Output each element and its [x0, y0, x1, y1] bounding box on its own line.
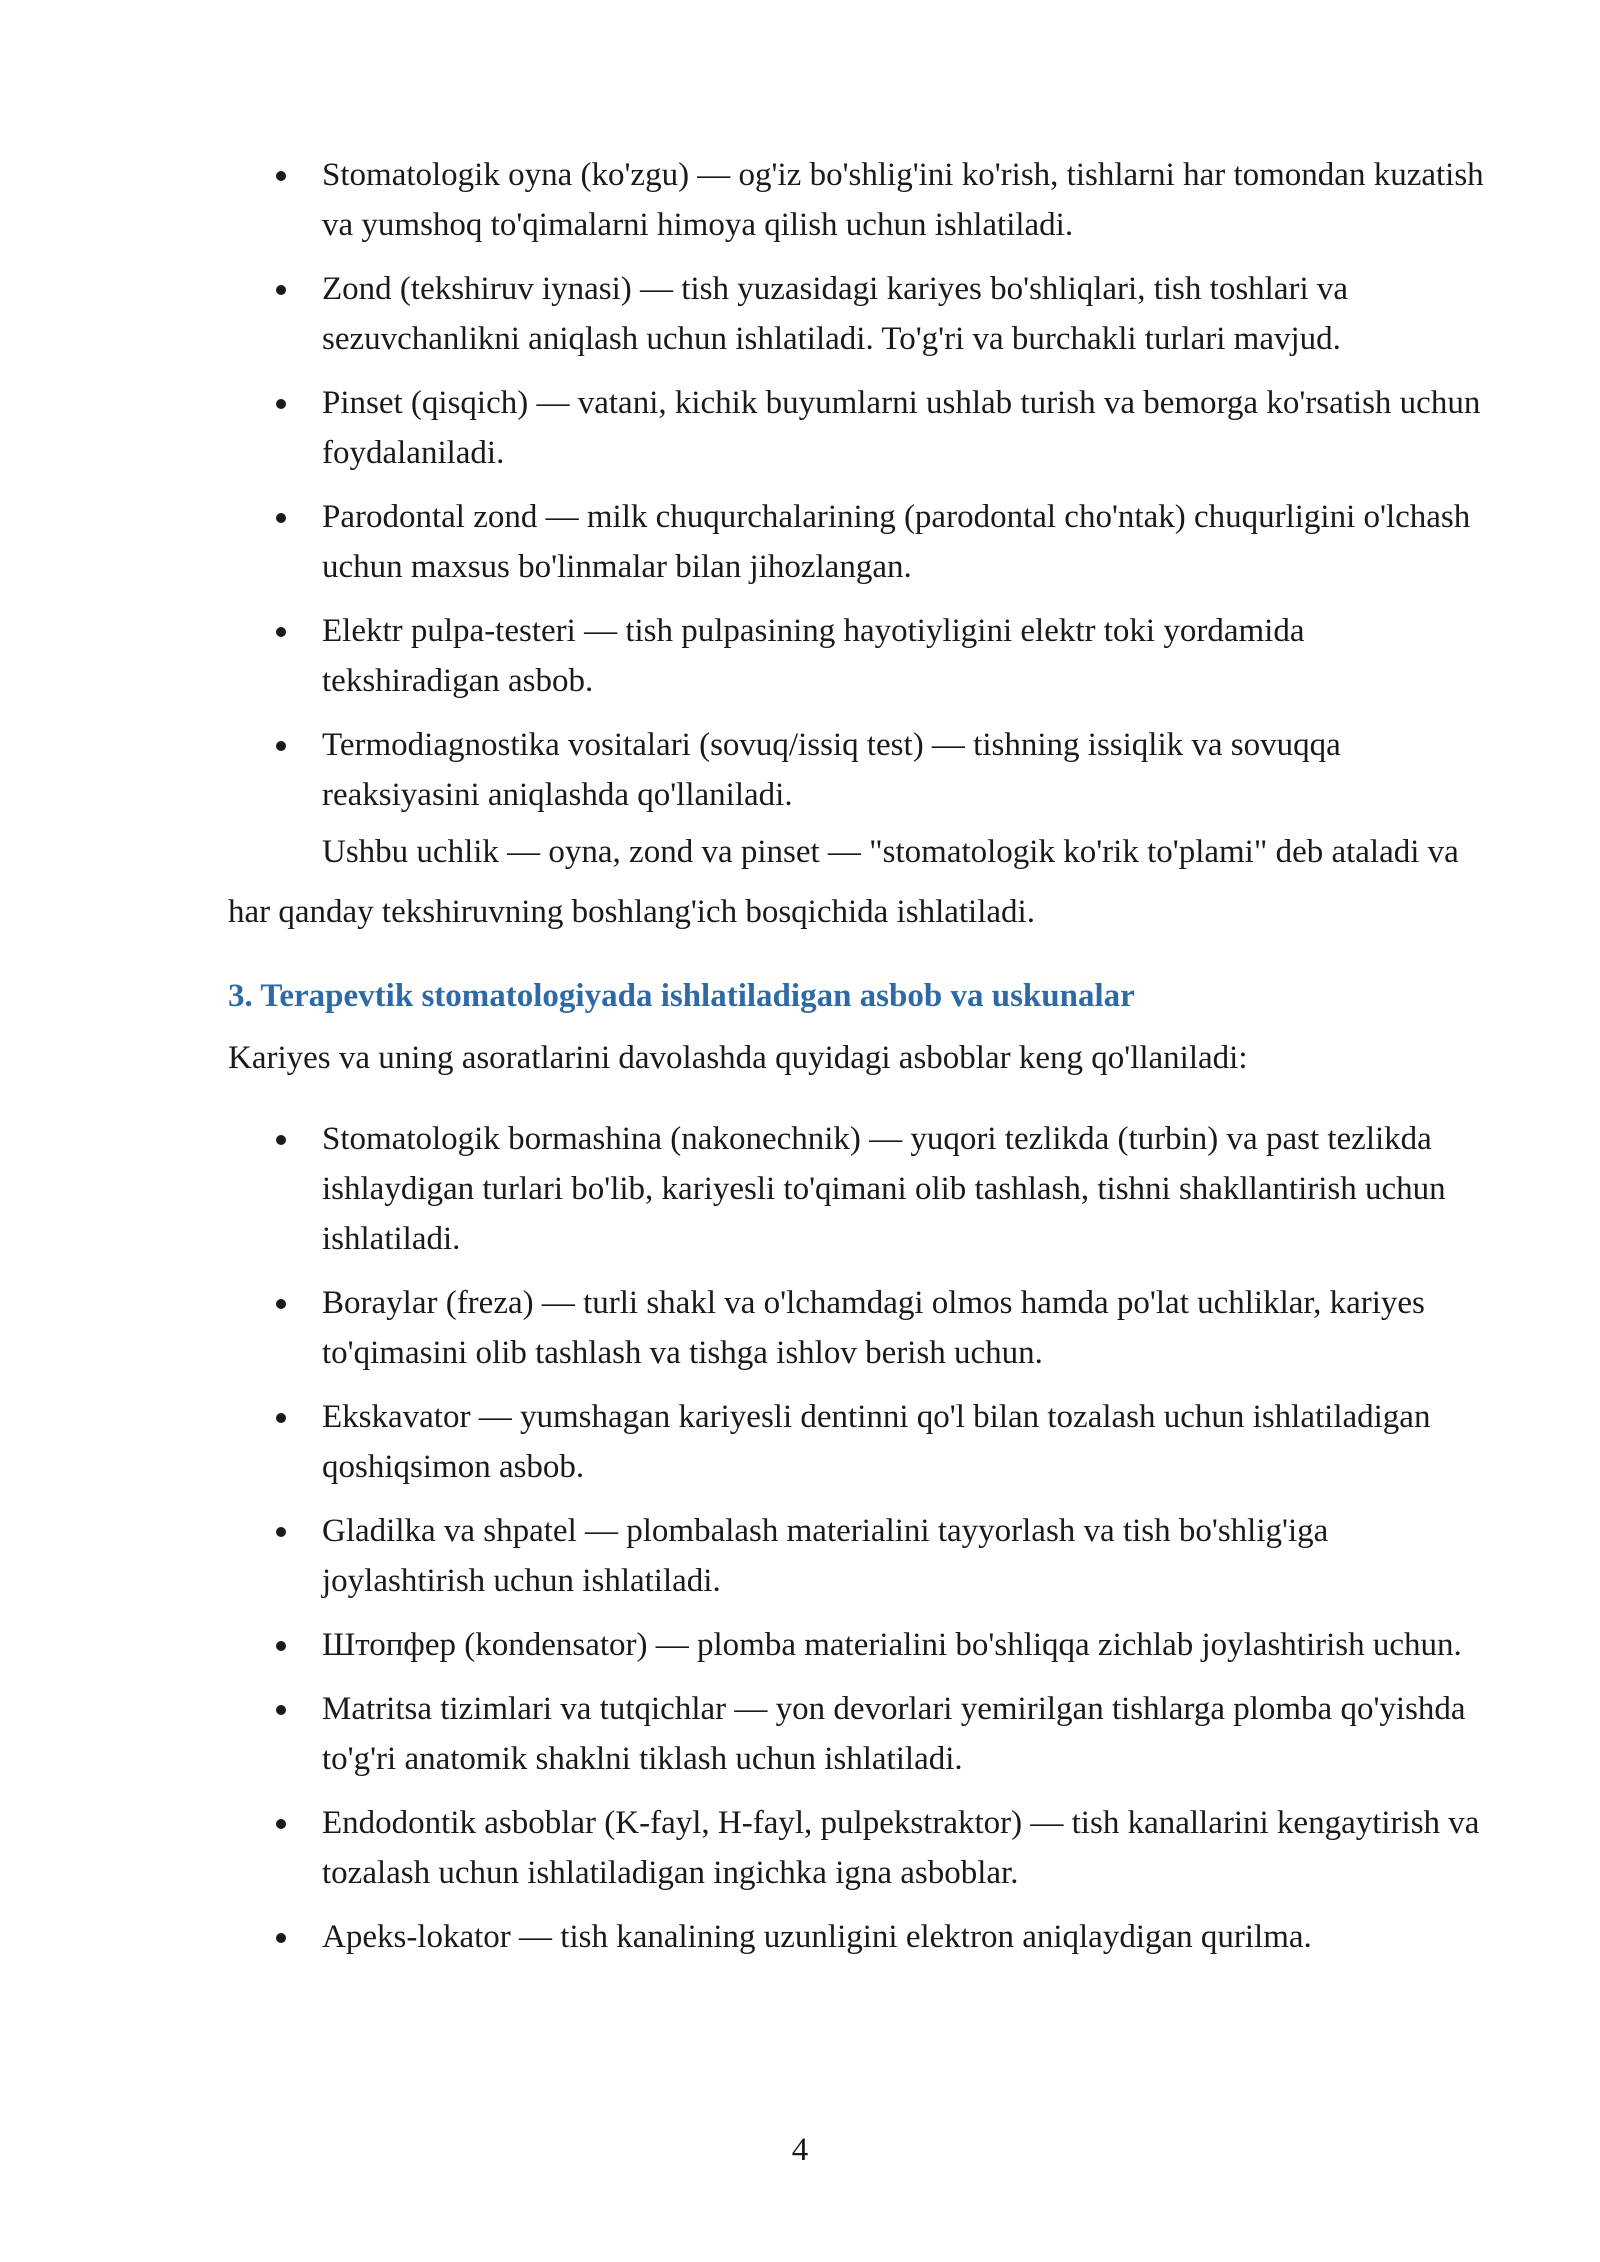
- list-item: [228, 1912, 1488, 1962]
- bullet-icon: [276, 1933, 286, 1943]
- list-item-text: Elektr pulpa-testeri — tish pulpasining hayotiyligini elektr toki yordamida tekshiradigan asbob.: [322, 613, 1305, 699]
- list-item-text: Apeks-lokator — tish kanalining uzunligini elektron aniqlaydigan qurilma.: [322, 1919, 1312, 1955]
- bullet-icon: [276, 1705, 286, 1715]
- bullet-icon: [276, 513, 286, 523]
- list-item: [228, 264, 1488, 364]
- summary-paragraph: Ushbu uchlik — oyna, zond va pinset — "stomatologik ko'rik to'plami" deb ataladi va har qanday tekshiruvning boshlang'ich bosqichida ishlatiladi.: [228, 834, 1459, 930]
- list-item: [228, 1620, 1488, 1670]
- bullet-icon: [276, 1527, 286, 1537]
- bullet-icon: [276, 399, 286, 409]
- document-page: [228, 150, 1488, 1976]
- list-item-text: Termodiagnostika vositalari (sovuq/issiq test) — tishning issiqlik va sovuqqa reaksiyasini aniqlashda qo'llaniladi.: [322, 727, 1341, 813]
- page-number: 4: [791, 2132, 809, 2168]
- list-item: [228, 720, 1488, 820]
- list-item-text: Zond (tekshiruv iynasi) — tish yuzasidagi kariyes bo'shliqlari, tish toshlari va sezuvchanlikni aniqlash uchun ishlatiladi. To'g'ri va burchakli turlari mavjud.: [322, 271, 1349, 357]
- list-item: [228, 1392, 1488, 1492]
- list-item-text: Ekskavator — yumshagan kariyesli dentinni qo'l bilan tozalash uchun ishlatiladigan qoshiqsimon asbob.: [322, 1399, 1431, 1485]
- list-item: [228, 606, 1488, 706]
- list-item: [228, 1798, 1488, 1898]
- instrument-list-diagnostic: [228, 150, 1488, 820]
- instrument-list-therapeutic: [228, 1114, 1488, 1962]
- list-item: [228, 150, 1488, 250]
- bullet-icon: [276, 741, 286, 751]
- list-item: [228, 1506, 1488, 1606]
- list-item: [228, 492, 1488, 592]
- list-item-text: Stomatologik oyna (ko'zgu) — og'iz bo'shlig'ini ko'rish, tishlarni har tomondan kuzatish va yumshoq to'qimalarni himoya qilish uchun ishlatiladi.: [322, 157, 1484, 243]
- list-item-text: Matritsa tizimlari va tutqichlar — yon devorlari yemirilgan tishlarga plomba qo'yishda to'g'ri anatomik shaklni tiklash uchun ishlatiladi.: [322, 1691, 1466, 1777]
- bullet-icon: [276, 1413, 286, 1423]
- list-item-text: Gladilka va shpatel — plombalash materialini tayyorlash va tish bo'shlig'iga joylashtirish uchun ishlatiladi.: [322, 1513, 1329, 1599]
- bullet-icon: [276, 171, 286, 181]
- list-item-text: Parodontal zond — milk chuqurchalarining (parodontal cho'ntak) chuqurligini o'lchash uchun maxsus bo'linmalar bilan jihozlangan.: [322, 499, 1471, 585]
- bullet-icon: [276, 1641, 286, 1651]
- list-item-text: Штопфер (kondensator) — plomba materialini bo'shliqqa zichlab joylashtirish uchun.: [322, 1627, 1462, 1663]
- list-item: [228, 1114, 1488, 1264]
- bullet-icon: [276, 1135, 286, 1145]
- list-item: [228, 1278, 1488, 1378]
- bullet-icon: [276, 627, 286, 637]
- list-item-text: Endodontik asboblar (K-fayl, H-fayl, pulpekstraktor) — tish kanallarini kengaytirish va tozalash uchun ishlatiladigan ingichka igna asboblar.: [322, 1805, 1480, 1891]
- bullet-icon: [276, 1819, 286, 1829]
- list-item-text: Boraylar (freza) — turli shakl va o'lchamdagi olmos hamda po'lat uchliklar, kariyes to'qimasini olib tashlash va tishga ishlov berish uchun.: [322, 1285, 1425, 1371]
- section-intro: Kariyes va uning asoratlarini davolashda quyidagi asboblar keng qo'llaniladi:: [228, 1040, 1248, 1076]
- section-heading: 3. Terapevtik stomatologiyada ishlatiladigan asbob va uskunalar: [228, 978, 1135, 1014]
- bullet-icon: [276, 285, 286, 295]
- list-item: [228, 378, 1488, 478]
- list-item: [228, 1684, 1488, 1784]
- bullet-icon: [276, 1299, 286, 1309]
- list-item-text: Pinset (qisqich) — vatani, kichik buyumlarni ushlab turish va bemorga ko'rsatish uchun foydalaniladi.: [322, 385, 1481, 471]
- list-item-text: Stomatologik bormashina (nakonechnik) — yuqori tezlikda (turbin) va past tezlikda ishlaydigan turlari bo'lib, kariyesli to'qimani olib tashlash, tishni shakllantirish uchun ishlatiladi.: [322, 1121, 1446, 1257]
